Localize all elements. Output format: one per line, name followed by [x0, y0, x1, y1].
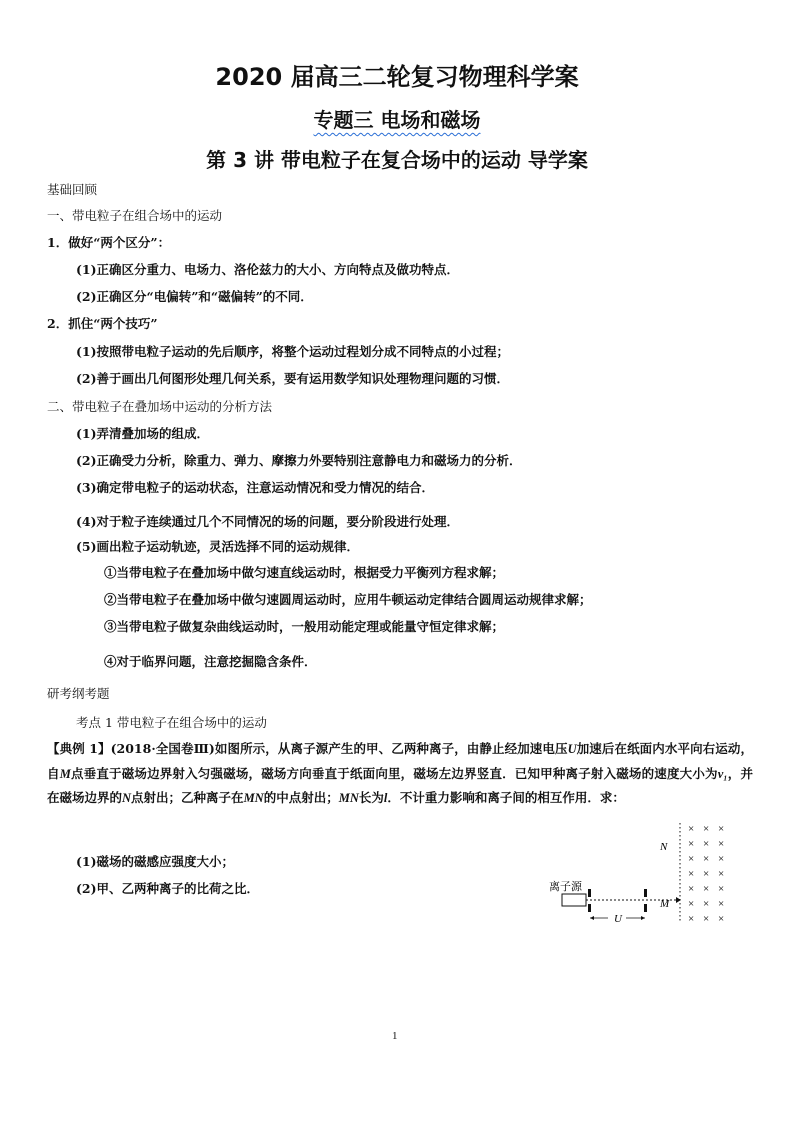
- point-N-label: N: [660, 841, 668, 853]
- exam-label: 研考纲考题: [47, 686, 110, 701]
- field-cross: ×: [718, 898, 725, 910]
- item1-heading: 1．做好“两个区分”：: [47, 235, 171, 250]
- part2-item4: (4)对于粒子连续通过几个不同情况的场的问题，要分阶段进行处理．: [76, 514, 460, 529]
- part2-item1: (1)弄清叠加场的组成．: [76, 426, 210, 441]
- part2-item2: (2)正确受力分析，除重力、弹力、摩擦力外要特别注意静电力和磁场力的分析．: [76, 453, 522, 468]
- part2-sub1: ①当带电粒子在叠加场中做匀速直线运动时，根据受力平衡列方程求解；: [104, 565, 505, 580]
- ion-source-box: [562, 894, 586, 906]
- item2-a: (1)按照带电粒子运动的先后顺序，将整个运动过程划分成不同特点的小过程；: [76, 344, 510, 359]
- var-v1: v₁: [717, 766, 728, 781]
- field-cross: ×: [688, 883, 695, 895]
- ion-source-label: 离子源: [549, 881, 582, 893]
- field-cross: ×: [688, 913, 695, 925]
- topic-title: [0, 104, 794, 133]
- example1-tag: 【典例 1】: [47, 741, 111, 756]
- var-MN: MN: [338, 791, 359, 806]
- plate-left-top: [588, 889, 591, 897]
- field-cross: ×: [718, 868, 725, 880]
- part2-heading: 二、带电粒子在叠加场中运动的分析方法: [47, 399, 273, 414]
- field-cross: ×: [688, 853, 695, 865]
- field-cross: ×: [718, 823, 725, 835]
- field-cross: ×: [718, 838, 725, 850]
- voltage-arrow-right: [641, 916, 645, 920]
- example1-paragraph: [47, 737, 753, 811]
- part1-heading: 一、带电粒子在组合场中的运动: [47, 208, 223, 223]
- item2-heading: 2．抓住“两个技巧”: [47, 316, 158, 331]
- example1-text-6: 的中点射出；: [263, 790, 339, 806]
- item2-b: (2)善于画出几何图形处理几何关系，要有运用数学知识处理物理问题的习惯．: [76, 371, 510, 386]
- field-cross: ×: [688, 868, 695, 880]
- field-cross: ×: [688, 823, 695, 835]
- field-cross: ×: [688, 838, 695, 850]
- field-cross: ×: [718, 913, 725, 925]
- question-1: (1)磁场的磁感应强度大小；: [76, 854, 235, 869]
- var-U: U: [567, 742, 577, 756]
- example1-text-3: 点垂直于磁场边界射入匀强磁场，磁场方向垂直于纸面向里，磁场左边界竖直．已知甲种离子射入磁场的速度大小为: [70, 765, 718, 781]
- field-cross: ×: [703, 898, 710, 910]
- part2-sub4: ④对于临界问题，注意挖掘隐含条件．: [104, 654, 317, 669]
- field-cross: ×: [718, 883, 725, 895]
- field-cross: ×: [703, 853, 710, 865]
- page-number: 1: [392, 1030, 398, 1042]
- magnetic-field-crosses: [688, 823, 724, 925]
- var-MN: MN: [243, 791, 264, 806]
- var-N: N: [122, 791, 132, 806]
- topic-title-text: 专题三 电场和磁场: [313, 108, 481, 132]
- lecture-title: 第 3 讲 带电粒子在复合场中的运动 导学案: [206, 148, 588, 172]
- part2-sub3: ③当带电粒子做复杂曲线运动时，一般用动能定理或能量守恒定律求解；: [104, 619, 505, 634]
- magnetic-field-diagram: [540, 818, 740, 933]
- var-l: l: [383, 791, 388, 806]
- example1-text-4: ，并在磁场边界的: [47, 765, 753, 806]
- question-2: (2)甲、乙两种离子的比荷之比．: [76, 881, 260, 896]
- field-cross: ×: [703, 823, 710, 835]
- example1-text-5: 点射出；乙种离子在: [131, 790, 244, 806]
- field-cross: ×: [688, 898, 695, 910]
- plate-right-bottom: [644, 904, 647, 912]
- item1-a: (1)正确区分重力、电场力、洛伦兹力的大小、方向特点及做功特点．: [76, 262, 460, 277]
- review-label: 基础回顾: [47, 182, 98, 197]
- field-cross: ×: [703, 913, 710, 925]
- voltage-label: U: [614, 913, 622, 925]
- kaodian-heading: 考点 1 带电粒子在组合场中的运动: [76, 715, 267, 730]
- example1-text-7: 长为: [358, 790, 384, 806]
- plate-right-top: [644, 889, 647, 897]
- part2-item3: (3)确定带电粒子的运动状态，注意运动情况和受力情况的结合．: [76, 480, 435, 495]
- field-cross: ×: [703, 883, 710, 895]
- field-cross: ×: [703, 838, 710, 850]
- item1-b: (2)正确区分“电偏转”和“磁偏转”的不同．: [76, 289, 313, 304]
- field-cross: ×: [703, 868, 710, 880]
- var-M: M: [59, 766, 71, 781]
- example1-text-1: 如图所示，从离子源产生的甲、乙两种离子，由静止经加速电压: [214, 741, 568, 756]
- part2-item5: (5)画出粒子运动轨迹，灵活选择不同的运动规律．: [76, 539, 360, 554]
- field-cross: ×: [718, 853, 725, 865]
- example1-text-2: 加速后在纸面内水平向右运动，自: [47, 741, 753, 781]
- part2-sub2: ②当带电粒子在叠加场中做匀速圆周运动时，应用牛顿运动定律结合圆周运动规律求解；: [104, 592, 592, 607]
- example1-source: (2018·全国卷Ⅲ): [110, 741, 215, 756]
- plate-left-bottom: [588, 904, 591, 912]
- point-M-label: M: [660, 898, 670, 910]
- example1-text-8: ．不计重力影响和离子间的相互作用．求：: [387, 790, 625, 806]
- document-title: 2020 届高三二轮复习物理科学案: [215, 63, 579, 91]
- voltage-arrow-left: [590, 916, 594, 920]
